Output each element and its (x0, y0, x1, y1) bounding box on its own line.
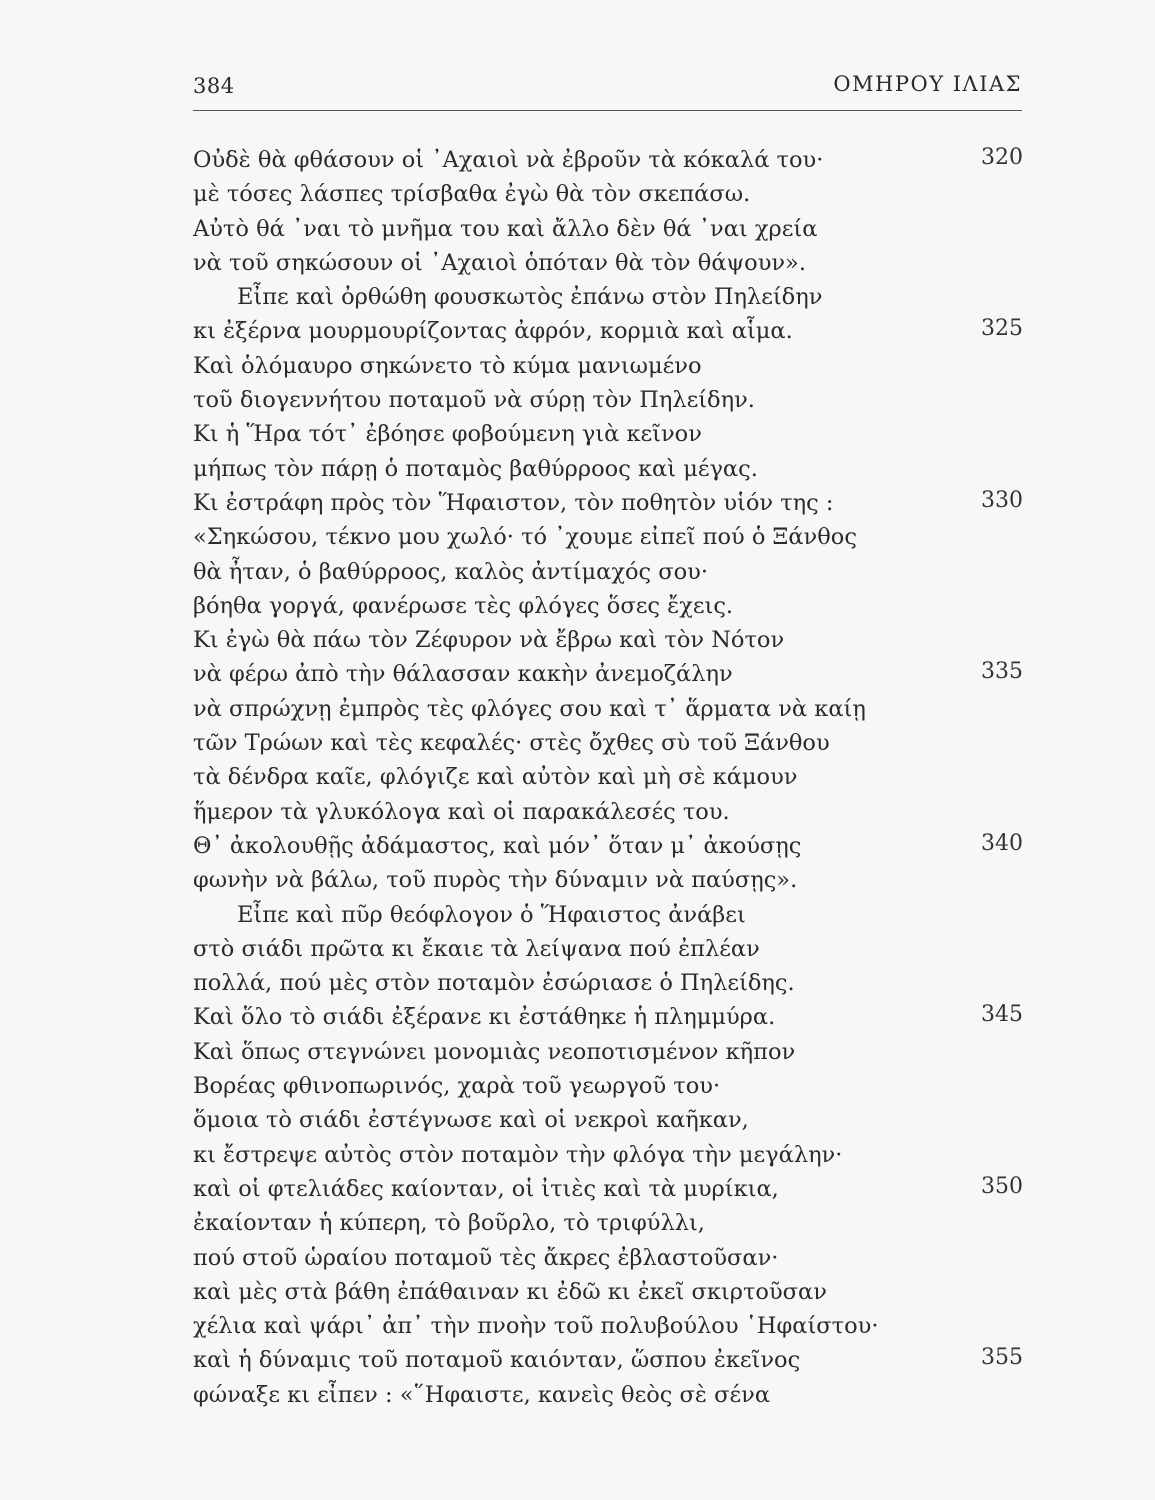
verse-text: μήπως τὸν πάρῃ ὁ ποταμὸς βαθύρροος καὶ μέγας. (193, 455, 758, 482)
verse-text: Κι ἡ Ἥρα τότ᾿ ἐβόησε φοβούμενη γιὰ κεῖνον (193, 421, 702, 448)
verse-text: Θ᾿ ἀκολουθῇς ἀδάμαστος, καὶ μόν᾿ ὅταν μ᾿ ἀκούσῃς (193, 832, 802, 859)
verse-line (193, 863, 1043, 897)
verse-line (193, 280, 1043, 314)
verse-text: μὲ τόσες λάσπες τρίσβαθα ἐγὼ θὰ τὸν σκεπάσω. (193, 181, 751, 208)
verse-text: τοῦ διογεννήτου ποταμοῦ νὰ σύρῃ τὸν Πηλείδην. (193, 387, 755, 414)
verse-text: θὰ ἦταν, ὁ βαθύρροος, καλὸς ἀντίμαχός σου· (193, 558, 709, 585)
verse-text: Κι ἐγὼ θὰ πάω τὸν Ζέφυρον νὰ ἔβρω καὶ τὸν Νότον (193, 627, 785, 654)
verse-line (193, 486, 1043, 520)
verse-text: στὸ σιάδι πρῶτα κι ἔκαιε τὰ λείψανα πού ἐπλέαν (193, 935, 760, 962)
verse-line (193, 349, 1043, 383)
verse-line (193, 623, 1043, 657)
verse-text: Οὐδὲ θὰ φθάσουν οἱ ᾿Αχαιοὶ νὰ ἐβροῦν τὰ κόκαλά του· (193, 147, 824, 173)
verse-line (193, 1138, 1043, 1172)
verse-line (193, 1172, 1043, 1206)
verse-line (193, 795, 1043, 829)
verse-line (193, 1035, 1043, 1069)
verse-text: φωνὴν νὰ βάλω, τοῦ πυρὸς τὴν δύναμιν νὰ παύσῃς». (193, 867, 798, 894)
verse-text: καὶ ἡ δύναμις τοῦ ποταμοῦ καιόνταν, ὥσπου ἐκεῖνος (193, 1347, 801, 1374)
verse-text: Εἶπε καὶ πῦρ θεόφλογον ὁ Ἥφαιστος ἀνάβει (237, 901, 746, 928)
verse-line (193, 417, 1043, 451)
verse-text: Αὐτὸ θά ᾿ναι τὸ μνῆμα του καὶ ἄλλο δὲν θά ᾿ναι χρεία (193, 215, 818, 242)
verse-text: βόηθα γοργά, φανέρωσε τὲς φλόγες ὅσες ἔχεις. (193, 592, 734, 619)
verse-line (193, 555, 1043, 589)
verse-line (193, 966, 1043, 1000)
verse-text: χέλια καὶ ψάρι᾿ ἀπ᾿ τὴν πνοὴν τοῦ πολυβούλου ῾Ηφαίστου· (193, 1313, 879, 1340)
verse-line (193, 726, 1043, 760)
verse-line (193, 314, 1043, 348)
line-number: 325 (981, 316, 1023, 342)
verse-text: πού στοῦ ὡραίου ποταμοῦ τὲς ἄκρες ἐβλαστοῦσαν· (193, 1244, 779, 1271)
verse-line (193, 657, 1043, 691)
verse-text: ἥμερον τὰ γλυκόλογα καὶ οἱ παρακάλεσές του. (193, 798, 730, 825)
verse-line (193, 212, 1043, 246)
line-number: 355 (981, 1345, 1023, 1371)
verse-line (193, 932, 1043, 966)
verse-text: τὰ δένδρα καῖε, φλόγιζε καὶ αὐτὸν καὶ μὴ σὲ κάμουν (193, 764, 798, 791)
verse-text: πολλά, πού μὲς στὸν ποταμὸν ἐσώριασε ὁ Πηλείδης. (193, 970, 795, 997)
verse-line (193, 452, 1043, 486)
line-number: 320 (981, 145, 1023, 170)
verse-text: νὰ τοῦ σηκώσουν οἱ ᾿Αχαιοὶ ὁπόταν θὰ τὸν θάψουν». (193, 249, 806, 276)
line-number: 345 (981, 1002, 1023, 1028)
line-number: 330 (981, 487, 1023, 513)
verse-text: τῶν Τρώων καὶ τὲς κεφαλές· στὲς ὄχθες σὺ τοῦ Ξάνθου (193, 730, 830, 757)
verse-line (193, 1069, 1043, 1103)
running-title: ΟΜΗΡΟΥ ΙΛΙΑΣ (833, 72, 1022, 96)
verse-text: κι ἐξέρνα μουρμουρίζοντας ἀφρόν, κορμιὰ καὶ αἷμα. (193, 318, 793, 345)
verse-text: καὶ οἱ φτελιάδες καίονταν, οἱ ἰτιὲς καὶ τὰ μυρίκια, (193, 1175, 779, 1202)
verse-line (193, 829, 1043, 863)
verse-text: ὅμοια τὸ σιάδι ἐστέγνωσε καὶ οἱ νεκροὶ καῆκαν, (193, 1107, 749, 1134)
header-rule (193, 110, 1022, 111)
verse-line (193, 898, 1043, 932)
verse-line (193, 1309, 1043, 1343)
line-number: 350 (981, 1173, 1023, 1199)
verse-text: ἐκαίονταν ἡ κύπερη, τὸ βοῦρλο, τὸ τριφύλλι, (193, 1210, 705, 1237)
verse-block (193, 143, 1043, 1412)
verse-line (193, 177, 1043, 211)
verse-line (193, 520, 1043, 554)
verse-text: νὰ φέρω ἀπὸ τὴν θάλασσαν κακὴν ἀνεμοζάλην (193, 661, 733, 688)
verse-line (193, 1275, 1043, 1309)
verse-line (193, 589, 1043, 623)
verse-line (193, 1103, 1043, 1137)
verse-text: Καὶ ὁλόμαυρο σηκώνετο τὸ κύμα μανιωμένο (193, 352, 702, 379)
verse-text: Καὶ ὅπως στεγνώνει μονομιὰς νεοποτισμένον κῆπον (193, 1038, 796, 1065)
verse-text: «Σηκώσου, τέκνο μου χωλό· τό ᾿χουμε εἰπεῖ πού ὁ Ξάνθος (193, 524, 857, 551)
verse-line (193, 143, 1043, 177)
verse-text: φώναξε κι εἶπεν : «῞Ηφαιστε, κανεὶς θεὸς σὲ σένα (193, 1381, 771, 1408)
verse-text: Κι ἐστράφη πρὸς τὸν Ἥφαιστον, τὸν ποθητὸν υἱόν της : (193, 489, 834, 516)
verse-text: κι ἔστρεψε αὐτὸς στὸν ποταμὸν τὴν φλόγα τὴν μεγάλην· (193, 1141, 843, 1168)
verse-text: καὶ μὲς στὰ βάθη ἐπάθαιναν κι ἐδῶ κι ἐκεῖ σκιρτοῦσαν (193, 1278, 827, 1305)
verse-text: Καὶ ὅλο τὸ σιάδι ἐξέρανε κι ἐστάθηκε ἡ πλημμύρα. (193, 1004, 776, 1031)
page-number: 384 (193, 74, 235, 98)
verse-line (193, 1000, 1043, 1034)
verse-line (193, 1206, 1043, 1240)
verse-text: Εἶπε καὶ ὀρθώθη φουσκωτὸς ἐπάνω στὸν Πηλείδην (237, 284, 823, 311)
verse-text: νὰ σπρώχνῃ ἐμπρὸς τὲς φλόγες σου καὶ τ᾿ ἅρματα νὰ καίῃ (193, 695, 866, 722)
verse-line (193, 1343, 1043, 1377)
verse-text: Βορέας φθινοπωρινός, χαρὰ τοῦ γεωργοῦ του· (193, 1073, 721, 1100)
verse-line (193, 246, 1043, 280)
verse-line (193, 760, 1043, 794)
verse-line (193, 1241, 1043, 1275)
line-number: 335 (981, 659, 1023, 685)
verse-line (193, 1378, 1043, 1412)
verse-line (193, 692, 1043, 726)
verse-line (193, 383, 1043, 417)
line-number: 340 (981, 830, 1023, 856)
